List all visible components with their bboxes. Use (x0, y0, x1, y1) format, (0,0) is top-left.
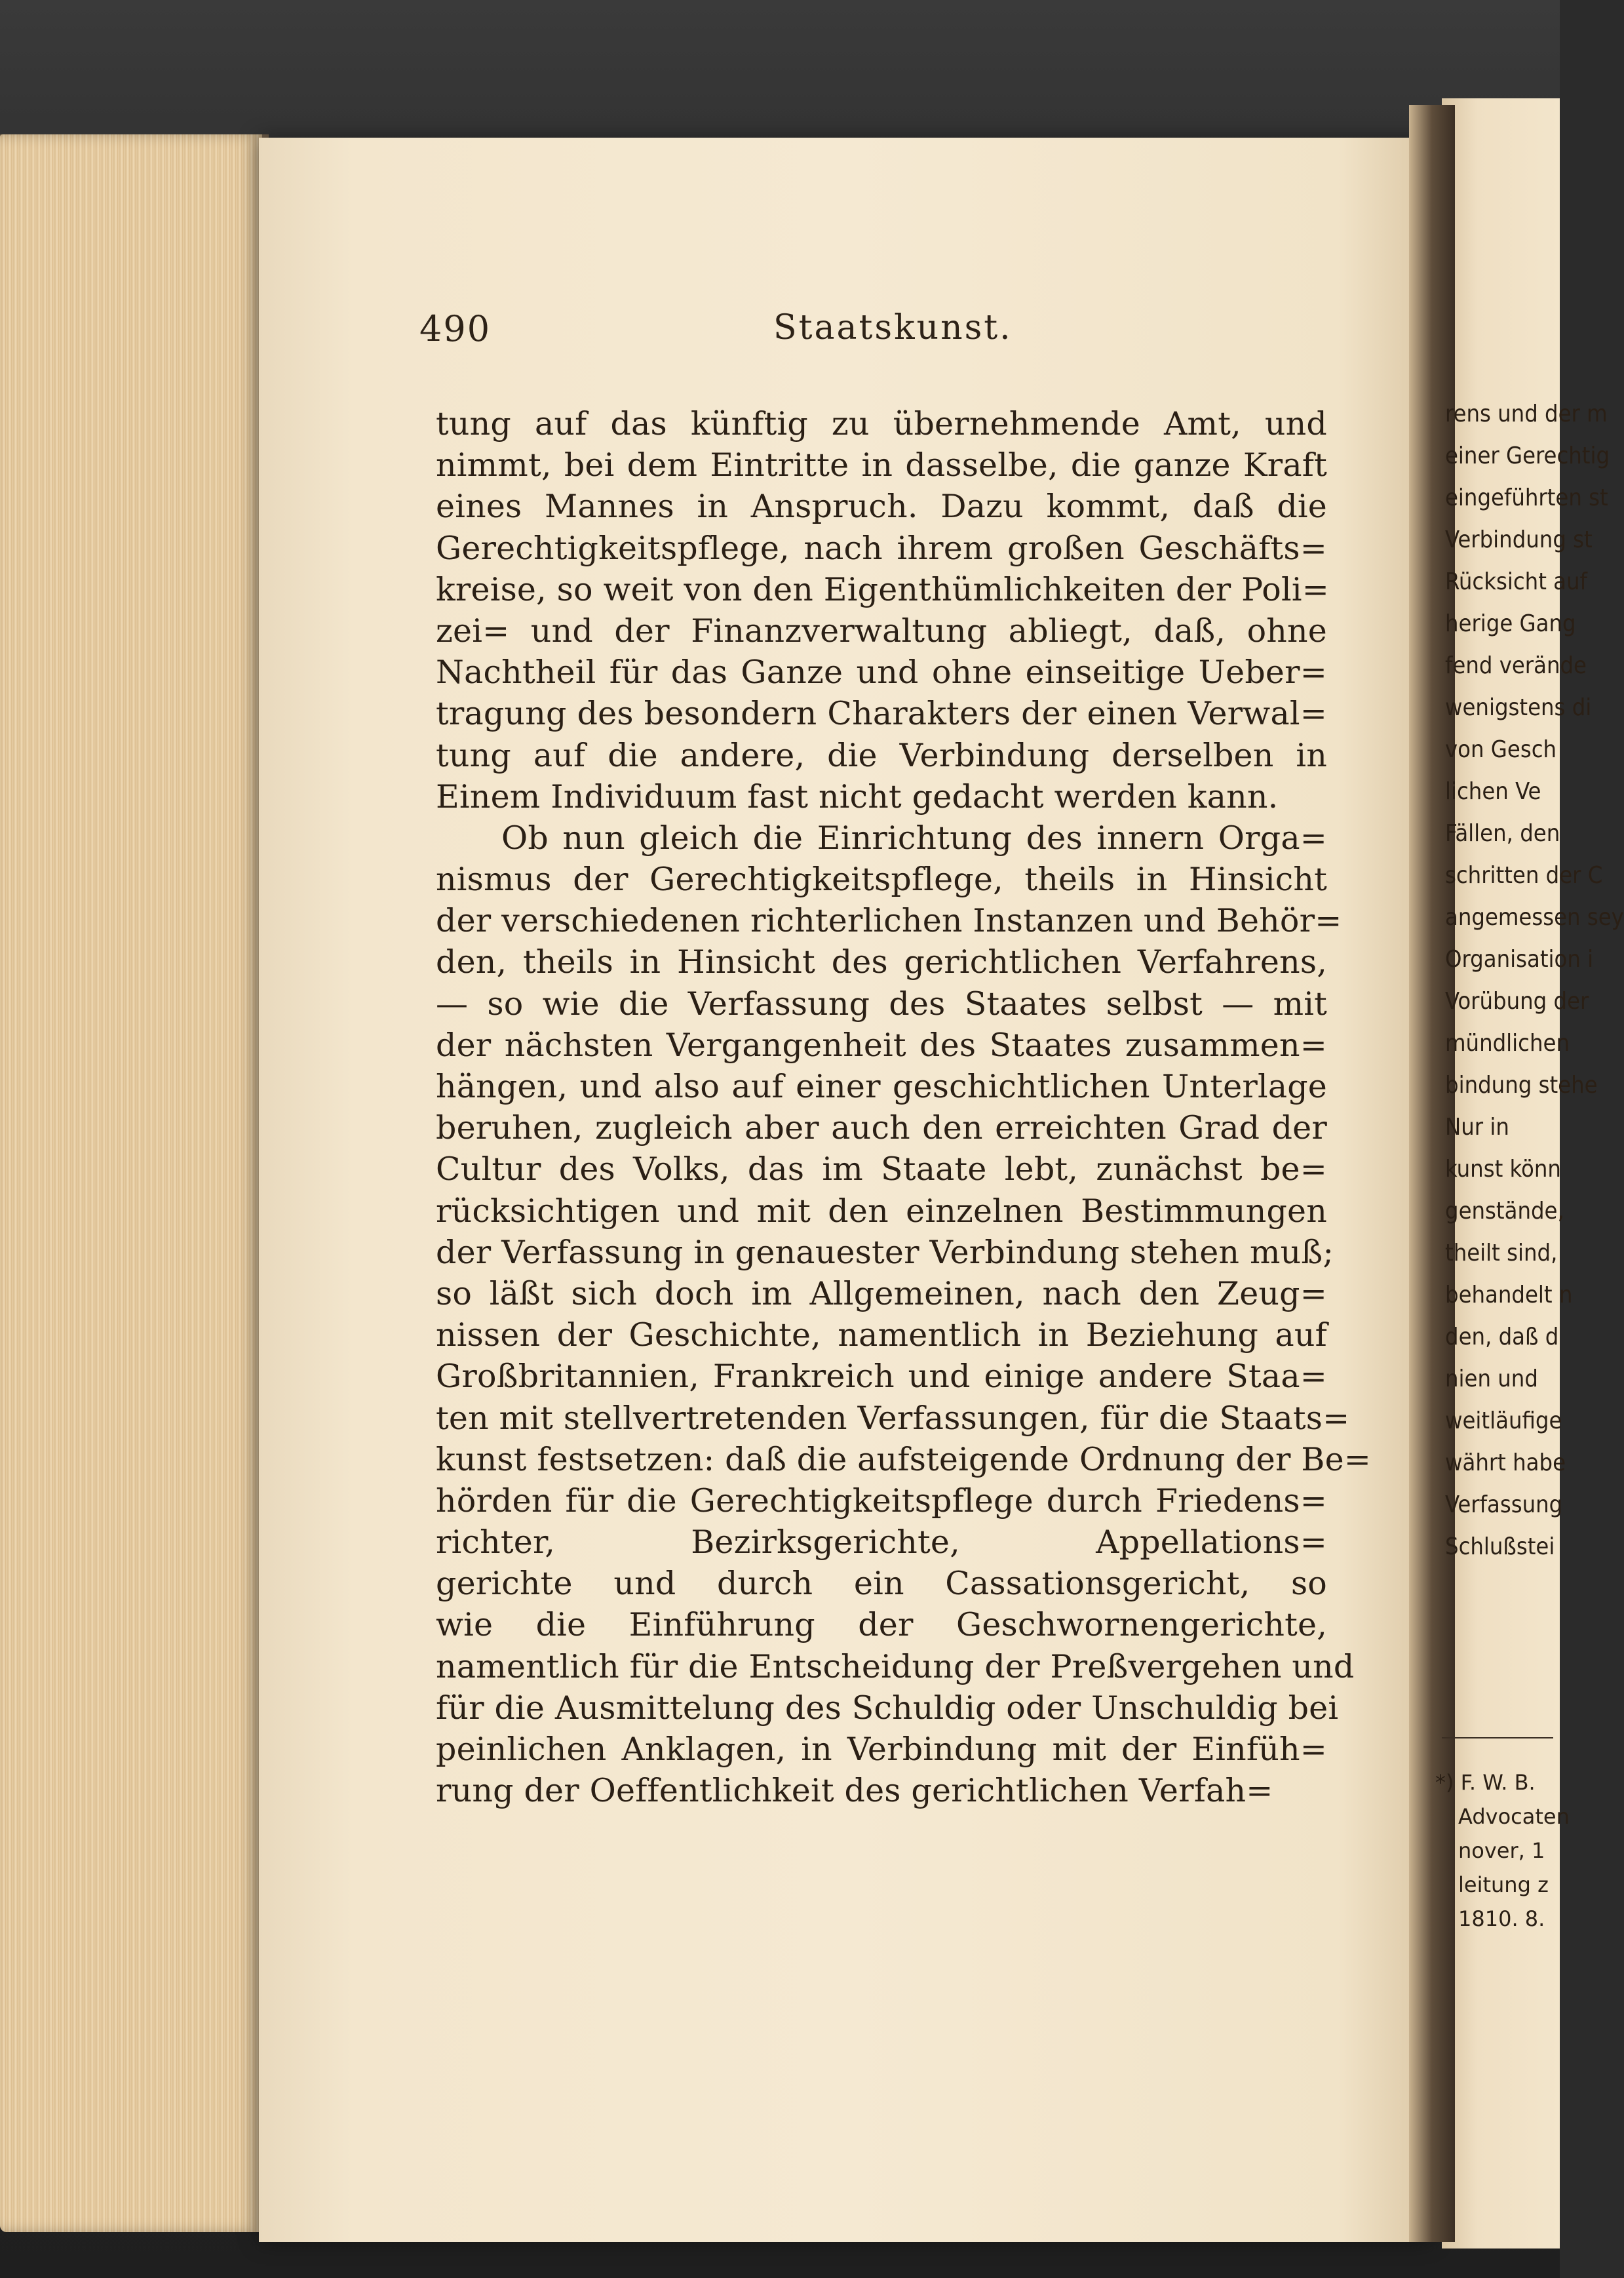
facing-text-line: fend verände (1445, 652, 1587, 679)
facing-text-line: eingeführten st (1445, 484, 1608, 511)
facing-text-line: von Gesch (1445, 736, 1557, 763)
facing-text-line: Verbindung st (1445, 526, 1593, 553)
text-line: ten mit stellvertretenden Verfassungen, für die Staats= (436, 1399, 1350, 1437)
text-line: gerichte und durch ein Cassationsgericht, so (436, 1565, 1327, 1603)
facing-text-line: den, daß d (1445, 1324, 1559, 1350)
text-line: rung der Oeffentlichkeit des gerichtlichen Verfah= (436, 1772, 1273, 1810)
text-line: Cultur des Volks, das im Staate lebt, zunächst be= (436, 1150, 1327, 1188)
text-line: richter, Bezirksgerichte, Appellations= (436, 1523, 1327, 1561)
text-line: Nachtheil für das Ganze und ohne einseitige Ueber= (436, 654, 1327, 692)
body-text (436, 403, 1372, 1811)
text-line: kunst festsetzen: daß die aufsteigende Ordnung der Be= (436, 1440, 1372, 1478)
text-line: tragung des besondern Charakters der einen Verwal= (436, 695, 1327, 733)
page-header (419, 308, 1337, 361)
facing-text-line: Vorübung der (1445, 988, 1589, 1015)
text-line: rücksichtigen und mit den einzelnen Bestimmungen (436, 1192, 1327, 1230)
text-line: kreise, so weit von den Eigenthümlichkeiten der Poli= (436, 570, 1330, 608)
facing-text-line: Organisation i (1445, 946, 1594, 973)
text-line: nissen der Geschichte, namentlich in Beziehung auf (436, 1316, 1327, 1354)
text-line: der nächsten Vergangenheit des Staates zusammen= (436, 1026, 1327, 1064)
facing-text-line: Schlußstei (1445, 1533, 1555, 1560)
text-line: beruhen, zugleich aber auch den erreichten Grad der (436, 1109, 1327, 1147)
facing-text-line: Rücksicht auf (1445, 568, 1587, 595)
running-head: Staatskunst. (773, 308, 1013, 347)
text-line: Großbritannien, Frankreich und einige andere Staa= (436, 1358, 1327, 1396)
facing-text-line: wenigstens di (1445, 694, 1592, 721)
text-line: den, theils in Hinsicht des gerichtlichen Verfahrens, (436, 943, 1327, 981)
text-line: nismus der Gerechtigkeitspflege, theils in Hinsicht (436, 861, 1327, 899)
text-line: — so wie die Verfassung des Staates selbst — mit (436, 985, 1327, 1023)
facing-footnote-line: 1810. 8. (1458, 1906, 1545, 1931)
text-line: der Verfassung in genauester Verbindung stehen muß; (436, 1233, 1334, 1271)
facing-text-line: genstände, (1445, 1198, 1564, 1225)
text-line: eines Mannes in Anspruch. Dazu kommt, daß die (436, 488, 1327, 526)
facing-text-line: einer Gerechtig (1445, 442, 1610, 469)
facing-text-line: behandelt n (1445, 1282, 1573, 1308)
footnote-rule (1442, 1737, 1553, 1738)
text-line: wie die Einführung der Geschwornengerichte, (436, 1606, 1327, 1644)
text-line: der verschiedenen richterlichen Instanzen und Behör= (436, 902, 1342, 940)
text-line: hängen, und also auf einer geschichtlichen Unterlage (436, 1068, 1327, 1105)
facing-text-line: Nur in (1445, 1114, 1509, 1141)
facing-text-line: kunst könn (1445, 1156, 1561, 1183)
facing-text-line: währt habe (1445, 1449, 1566, 1476)
text-line: hörden für die Gerechtigkeitspflege durch Friedens= (436, 1482, 1327, 1520)
facing-text-line: angemessen sey (1445, 904, 1624, 931)
page-number: 490 (419, 308, 492, 349)
facing-text-line: herige Gang (1445, 610, 1576, 637)
text-line: Einem Individuum fast nicht gedacht werden kann. (436, 777, 1279, 815)
text-line: peinlichen Anklagen, in Verbindung mit der Einfüh= (436, 1731, 1327, 1768)
text-line: nimmt, bei dem Eintritte in dasselbe, die ganze Kraft (436, 446, 1327, 484)
facing-footnote-line: nover, 1 (1458, 1838, 1545, 1863)
text-line: tung auf das künftig zu übernehmende Amt, und (436, 405, 1327, 442)
text-line: Ob nun gleich die Einrichtung des innern Orga= (501, 819, 1327, 857)
facing-text-line: mündlichen (1445, 1030, 1570, 1057)
facing-text-line: weitläufige (1445, 1407, 1562, 1434)
facing-text-line: Fällen, den (1445, 820, 1560, 847)
facing-text-line: rens und der m (1445, 401, 1608, 427)
text-line: für die Ausmittelung des Schuldig oder Unschuldig bei (436, 1689, 1339, 1727)
facing-footnote-line: leitung z (1458, 1872, 1549, 1897)
facing-page-text (1445, 393, 1624, 1568)
facing-footnote-line: *) F. W. B. (1435, 1770, 1536, 1795)
facing-text-line: Verfassung (1445, 1491, 1563, 1518)
text-line: namentlich für die Entscheidung der Preßvergehen und (436, 1647, 1355, 1685)
facing-text-line: nien und (1445, 1365, 1538, 1392)
facing-text-line: bindung stehe (1445, 1072, 1598, 1099)
facing-text-line: theilt sind, (1445, 1240, 1558, 1267)
text-line: so läßt sich doch im Allgemeinen, nach den Zeug= (436, 1274, 1327, 1312)
text-line: Gerechtigkeitspflege, nach ihrem großen Geschäfts= (436, 529, 1327, 567)
facing-text-line: schritten der C (1445, 862, 1603, 889)
facing-text-line: lichen Ve (1445, 778, 1541, 805)
text-line: tung auf die andere, die Verbindung derselben in (436, 736, 1327, 774)
text-line: zei= und der Finanzverwaltung abliegt, daß, ohne (436, 612, 1327, 650)
facing-footnote-line: Advocaten (1458, 1804, 1570, 1829)
book-page-edges (0, 134, 262, 2232)
